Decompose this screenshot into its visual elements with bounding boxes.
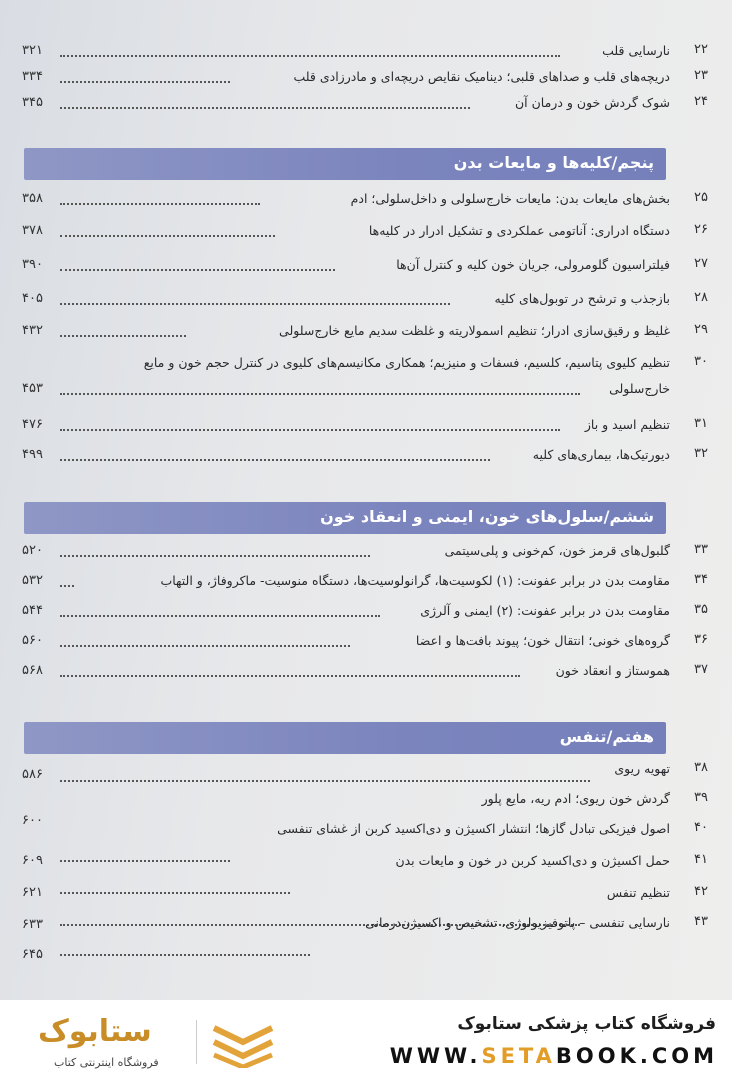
page-number: ۳۵۸ bbox=[22, 191, 43, 206]
leader-dots bbox=[60, 429, 560, 431]
leader-dots bbox=[60, 780, 590, 782]
chapter-number: ۲۲ bbox=[694, 42, 708, 57]
logo-wordmark: ستابوک bbox=[38, 1014, 152, 1049]
page-number: ۵۶۸ bbox=[22, 663, 43, 678]
chapter-title: اصول فیزیکی تبادل گازها؛ انتشار اکسیژن و دی‌اکسید کربن از غشای تنفسی bbox=[277, 821, 670, 836]
chapter-number: ۲۵ bbox=[694, 190, 708, 205]
page-number: ۴۷۶ bbox=[22, 417, 43, 432]
toc-entry-26 bbox=[22, 222, 708, 248]
page-number: ۴۵۳ bbox=[22, 381, 43, 396]
toc-entry-32 bbox=[22, 446, 708, 472]
website-url bbox=[390, 1044, 718, 1068]
chapter-title: دستگاه ادراری: آناتومی عملکردی و تشکیل ادرار در کلیه‌ها bbox=[368, 223, 670, 238]
toc-entry-28 bbox=[22, 290, 708, 316]
leader-dots bbox=[60, 303, 450, 305]
page-number: ۴۳۲ bbox=[22, 323, 43, 338]
page-number: ۶۰۹ bbox=[22, 853, 43, 868]
footer-divider bbox=[196, 1020, 197, 1064]
chapter-number: ۳۳ bbox=[694, 542, 708, 557]
chapter-number: ۴۲ bbox=[694, 884, 708, 899]
page-number: ۵۲۰ bbox=[22, 543, 43, 558]
page-number: ۵۳۲ bbox=[22, 573, 43, 588]
chapter-number: ۳۱ bbox=[694, 416, 708, 431]
page-number: ۳۳۴ bbox=[22, 69, 43, 84]
toc-entry-34 bbox=[22, 572, 708, 598]
chapter-number: ۳۸ bbox=[694, 760, 708, 775]
toc-entry-33 bbox=[22, 542, 708, 568]
section-title: هفتم/تنفس bbox=[559, 727, 654, 746]
chapter-title: دریچه‌های قلب و صداهای قلبی؛ دینامیک نقایص دریچه‌ای و مادرزادی قلب bbox=[293, 69, 670, 84]
section-title: پنجم/کلیه‌ها و مایعات بدن bbox=[453, 153, 654, 172]
chapter-number: ۴۰ bbox=[694, 820, 708, 835]
leader-dots bbox=[60, 954, 310, 956]
chapter-title: تنظیم تنفس bbox=[606, 885, 670, 900]
leader-dots bbox=[60, 235, 275, 237]
chapter-title: حمل اکسیژن و دی‌اکسید کربن در خون و مایعات بدن bbox=[395, 853, 670, 868]
toc-entry-24 bbox=[22, 94, 708, 120]
toc-entry-37 bbox=[22, 662, 708, 688]
chapter-number: ۳۰ bbox=[694, 354, 708, 369]
leader-dots bbox=[60, 335, 186, 337]
page-number: ۳۹۰ bbox=[22, 257, 43, 272]
toc-entry-25 bbox=[22, 190, 708, 216]
toc-entry-31 bbox=[22, 416, 708, 442]
leader-dots bbox=[60, 585, 74, 587]
leader-dots bbox=[60, 107, 470, 109]
page-number: ۳۷۸ bbox=[22, 223, 43, 238]
chapter-title: غلیظ و رقیق‌سازی ادرار؛ تنظیم اسمولاریته و غلظت سدیم مایع خارج‌سلولی bbox=[279, 323, 670, 338]
chapter-number: ۳۲ bbox=[694, 446, 708, 461]
toc-entry-38 bbox=[22, 760, 708, 786]
chapter-number: ۳۶ bbox=[694, 632, 708, 647]
chapter-title: نارسایی قلب bbox=[602, 43, 670, 58]
chapter-number: ۴۱ bbox=[694, 852, 708, 867]
page-number: ۵۸۶ bbox=[22, 767, 43, 782]
chapter-title: گروه‌های خونی؛ انتقال خون؛ پیوند بافت‌ها و اعضا bbox=[415, 633, 670, 648]
leader-dots bbox=[60, 393, 580, 395]
chapter-title: فیلتراسیون گلومرولی، جریان خون کلیه و کنترل آن‌ها bbox=[396, 257, 670, 272]
page-number: ۶۰۰ bbox=[22, 813, 43, 828]
chapter-title: مقاومت بدن در برابر عفونت: (۲) ایمنی و آلرژی bbox=[420, 603, 670, 618]
url-prefix: WWW. bbox=[389, 1044, 482, 1068]
leader-dots bbox=[60, 615, 380, 617]
section-title: ششم/سلول‌های خون، ایمنی و انعقاد خون bbox=[320, 507, 654, 526]
logo-subtitle: فروشگاه اینترنتی کتاب bbox=[54, 1056, 159, 1069]
page-number: ۴۰۵ bbox=[22, 291, 43, 306]
chapter-number: ۳۵ bbox=[694, 602, 708, 617]
page-number: ۳۲۱ bbox=[22, 43, 43, 58]
chapter-title-continuation: خارج‌سلولی bbox=[609, 381, 670, 396]
leader-dots bbox=[60, 81, 230, 83]
chapter-title: تهویه ریوی bbox=[614, 761, 670, 776]
toc-entry-29 bbox=[22, 322, 708, 348]
toc-entry-35 bbox=[22, 602, 708, 628]
chapter-number: ۳۹ bbox=[694, 790, 708, 805]
toc-entry-36 bbox=[22, 632, 708, 658]
chapter-title: گردش خون ریوی؛ ادم ریه، مایع پلور bbox=[481, 791, 670, 806]
leader-dots bbox=[60, 675, 520, 677]
store-name: فروشگاه کتاب پزشکی ستابوک bbox=[457, 1014, 716, 1034]
page-number: ۶۲۱ bbox=[22, 885, 43, 900]
chapter-title: گلبول‌های قرمز خون، کم‌خونی و پلی‌سیتمی bbox=[444, 543, 670, 558]
toc-entry-30 bbox=[22, 354, 708, 406]
store-footer bbox=[0, 1000, 732, 1080]
chapter-number: ۳۴ bbox=[694, 572, 708, 587]
chapter-number: ۲۷ bbox=[694, 256, 708, 271]
section-header-5 bbox=[24, 148, 666, 180]
chevron-logo-icon bbox=[210, 1022, 276, 1068]
toc-entry-43 bbox=[22, 914, 708, 962]
chapter-title: مقاومت بدن در برابر عفونت: (۱) لکوسیت‌ها، گرانولوسیت‌ها، دستگاه منوسیت- ماکروفاژ، و التهاب bbox=[160, 573, 670, 588]
chapter-number: ۲۴ bbox=[694, 94, 708, 109]
section-header-6 bbox=[24, 502, 666, 534]
chapter-number: ۲۸ bbox=[694, 290, 708, 305]
page-number: ۳۴۵ bbox=[22, 95, 43, 110]
toc-entry-27 bbox=[22, 256, 708, 282]
chapter-number: ۲۹ bbox=[694, 322, 708, 337]
page-number: ۵۶۰ bbox=[22, 633, 43, 648]
chapter-title: بخش‌های مایعات بدن: مایعات خارج‌سلولی و داخل‌سلولی؛ ادم bbox=[350, 191, 670, 206]
toc-entry-23 bbox=[22, 68, 708, 94]
chapter-title: دیورتیک‌ها، بیماری‌های کلیه bbox=[532, 447, 670, 462]
chapter-number: ۲۳ bbox=[694, 68, 708, 83]
page-number: ۶۳۳ bbox=[22, 917, 43, 932]
page-number: ۵۴۴ bbox=[22, 603, 43, 618]
section-header-7 bbox=[24, 722, 666, 754]
toc-entry-22 bbox=[22, 42, 708, 68]
leader-dots bbox=[60, 55, 560, 57]
leader-dots bbox=[60, 269, 335, 271]
chapter-title: تنظیم اسید و باز bbox=[584, 417, 670, 432]
leader-dots bbox=[60, 203, 260, 205]
url-suffix: BOOK.COM bbox=[555, 1044, 718, 1068]
leader-dots bbox=[60, 645, 350, 647]
chapter-title: تنظیم کلیوی پتاسیم، کلسیم، فسفات و منیزیم؛ همکاری مکانیسم‌های کلیوی در کنترل حجم خون و مایع bbox=[143, 355, 670, 370]
chapter-title: بازجذب و ترشح در توبول‌های کلیه bbox=[494, 291, 670, 306]
leader-dots bbox=[60, 459, 490, 461]
page-number: ۶۴۵ bbox=[22, 947, 43, 962]
chapter-title: نارسایی تنفسی – پاتوفیزیولوژی، تشخیص و اکسیژن‌درمانی bbox=[365, 915, 670, 930]
chapter-number: ۴۳ bbox=[694, 914, 708, 929]
chapter-title: شوک گردش خون و درمان آن bbox=[515, 95, 670, 110]
page-number: ۴۹۹ bbox=[22, 447, 43, 462]
chapter-number: ۳۷ bbox=[694, 662, 708, 677]
chapter-title: هموستاز و انعقاد خون bbox=[555, 663, 670, 678]
url-highlight: SETA bbox=[481, 1044, 556, 1068]
leader-dots bbox=[60, 555, 370, 557]
chapter-number: ۲۶ bbox=[694, 222, 708, 237]
